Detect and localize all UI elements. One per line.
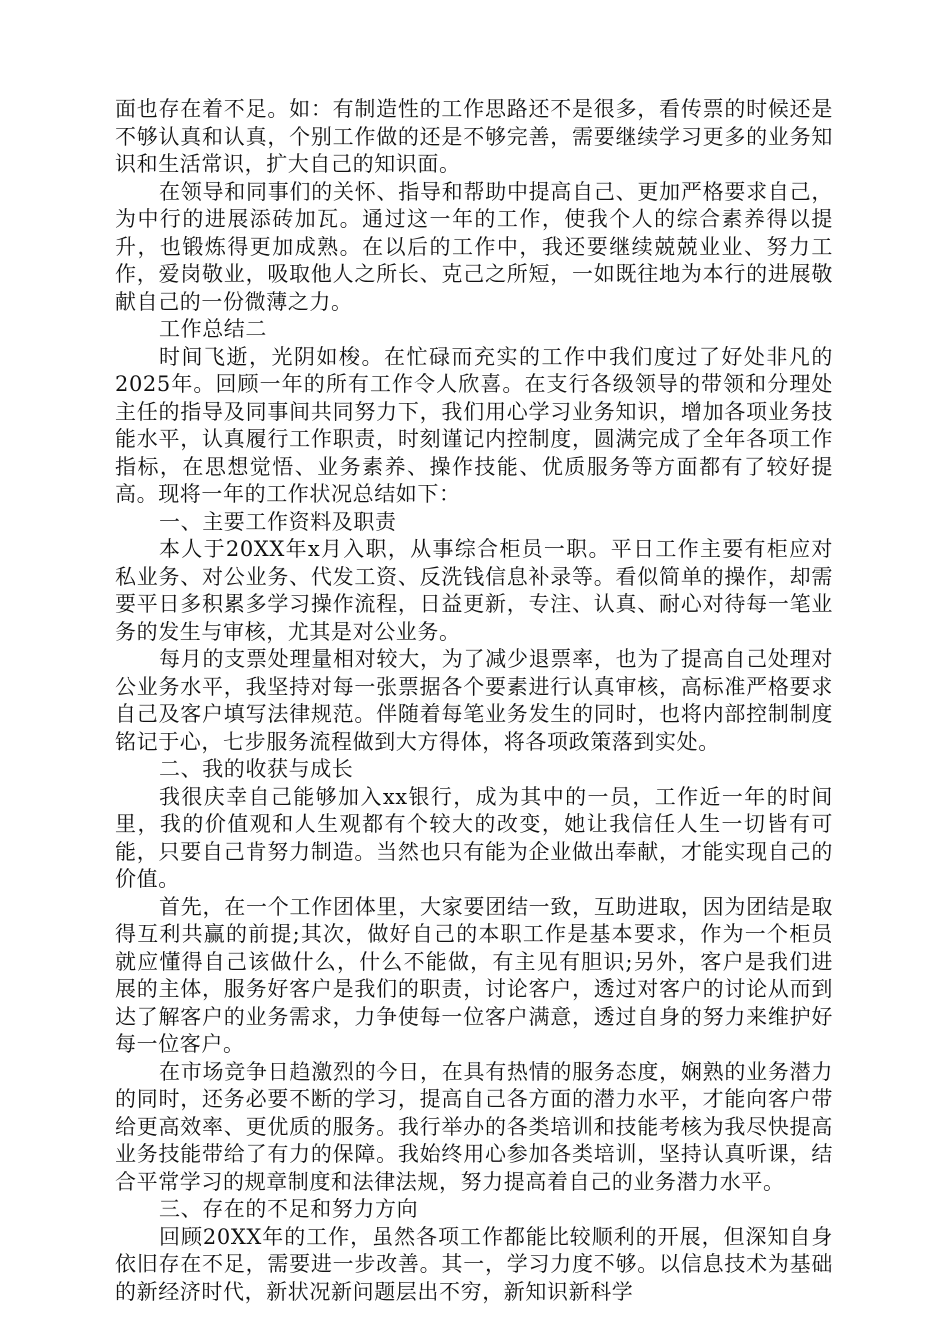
paragraph: 回顾20XX年的工作，虽然各项工作都能比较顺利的开展，但深知自身依旧存在不足，需要进一步改善。其一，学习力度不够。以信息技术为基础的新经济时代，新状况新问题层出不穷，新知识新科学 bbox=[115, 1224, 833, 1304]
paragraph: 每月的支票处理量相对较大，为了减少退票率，也为了提高自己处理对公业务水平，我坚持对每一张票据各个要素进行认真审核，高标准严格要求自己及客户填写法律规范。伴随着每笔业务发生的同时，也将内部控制制度铭记于心，七步服务流程做到大方得体，将各项政策落到实处。 bbox=[115, 647, 833, 754]
paragraph: 在领导和同事们的关怀、指导和帮助中提高自己、更加严格要求自己，为中行的进展添砖加瓦。通过这一年的工作，使我个人的综合素养得以提升，也锻炼得更加成熟。在以后的工作中，我还要继续兢兢业业、努力工作，爱岗敬业，吸取他人之所长、克己之所短，一如既往地为本行的进展敬献自己的一份微薄之力。 bbox=[115, 179, 833, 314]
section-heading: 一、主要工作资料及职责 bbox=[159, 509, 397, 534]
paragraph: 时间飞逝，光阴如梭。在忙碌而充实的工作中我们度过了好处非凡的2025年。回顾一年的所有工作令人欣喜。在支行各级领导的带领和分理处主任的指导及同事间共同努力下，我们用心学习业务知识，增加各项业务技能水平，认真履行工作职责，时刻谨记内控制度，圆满完成了全年各项工作指标，在思想觉悟、业务素养、操作技能、优质服务等方面都有了较好提高。现将一年的工作状况总结如下： bbox=[115, 344, 833, 506]
paragraph: 我很庆幸自己能够加入xx银行，成为其中的一员，工作近一年的时间里，我的价值观和人生观都有个较大的改变，她让我信任人生一切皆有可能，只要自己肯努力制造。当然也只有能为企业做出奉献，才能实现自己的价值。 bbox=[115, 784, 833, 891]
section-heading: 二、我的收获与成长 bbox=[159, 757, 354, 781]
section-heading: 工作总结二 bbox=[159, 317, 267, 341]
paragraph: 在市场竞争日趋激烈的今日，在具有热情的服务态度，娴熟的业务潜力的同时，还务必要不断的学习，提高自己各方面的潜力水平，才能向客户带给更高效率、更优质的服务。我行举办的各类培训和技能考核为我尽快提高业务技能带给了有力的保障。我始终用心参加各类培训，坚持认真听课，结合平常学习的规章制度和法律法规，努力提高着自己的业务潜力水平。 bbox=[115, 1059, 833, 1194]
document-page bbox=[115, 96, 833, 1306]
paragraph: 本人于20XX年x月入职，从事综合柜员一职。平日工作主要有柜应对私业务、对公业务、代发工资、反洗钱信息补录等。看似简单的操作，却需要平日多积累多学习操作流程，日益更新，专注、认真、耐心对待每一笔业务的发生与审核，尤其是对公业务。 bbox=[115, 537, 833, 644]
paragraph: 面也存在着不足。如：有制造性的工作思路还不是很多，看传票的时候还是不够认真和认真，个别工作做的还是不够完善，需要继续学习更多的业务知识和生活常识，扩大自己的知识面。 bbox=[115, 97, 833, 176]
section-heading: 三、存在的不足和努力方向 bbox=[159, 1197, 419, 1221]
paragraph: 首先，在一个工作团体里，大家要团结一致，互助进取，因为团结是取得互利共赢的前提;其次，做好自己的本职工作是基本要求，作为一个柜员就应懂得自己该做什么，什么不能做，有主见有胆识;另外，客户是我们进展的主体，服务好客户是我们的职责，讨论客户，透过对客户的讨论从而到达了解客户的业务需求，力争使每一位客户满意，透过自身的努力来维护好每一位客户。 bbox=[115, 894, 833, 1056]
